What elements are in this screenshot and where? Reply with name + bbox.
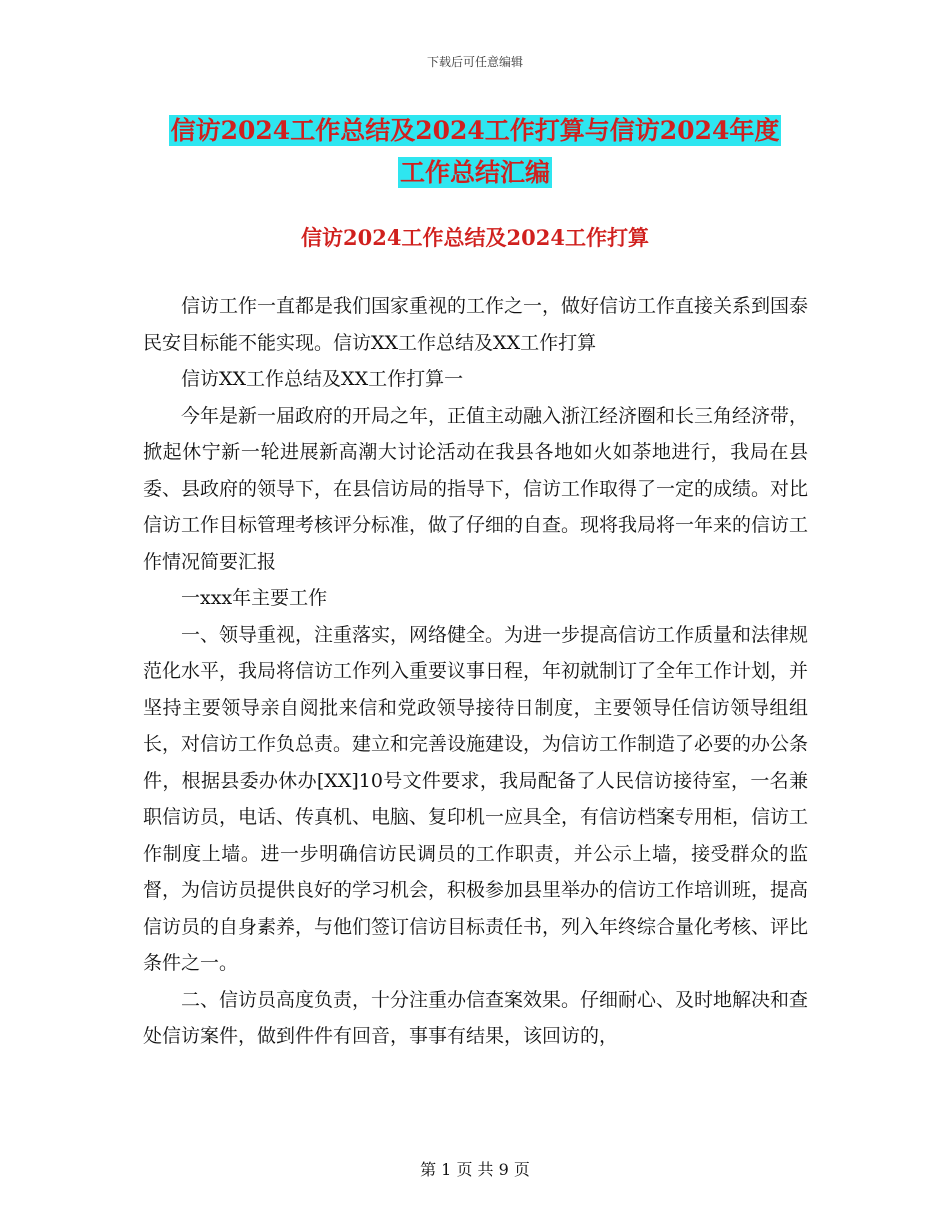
paragraph: 二、信访员高度负责，十分注重办信查案效果。仔细耐心、及时地解决和查处信访案件，做到件件有回音，事事有结果，该回访的， <box>143 988 809 1047</box>
paragraph: 一xxx年主要工作 <box>181 587 328 609</box>
document-title <box>0 110 950 194</box>
paragraph: 信访XX工作总结及XX工作打算一 <box>181 368 464 390</box>
title-line-1: 信访2024工作总结及2024工作打算与信访2024年度 <box>170 116 780 145</box>
page-footer: 第 1 页 共 9 页 <box>420 1160 530 1179</box>
paragraph: 信访工作一直都是我们国家重视的工作之一，做好信访工作直接关系到国泰民安目标能不能实现。信访XX工作总结及XX工作打算 <box>143 295 809 354</box>
paragraph: 今年是新一届政府的开局之年，正值主动融入浙江经济圈和长三角经济带，掀起休宁新一轮进展新高潮大讨论活动在我县各地如火如荼地进行，我局在县委、县政府的领导下，在县信访局的指导下，信访工作取得了一定的成绩。对比信访工作目标管理考核评分标准，做了仔细的自查。现将我局将一年来的信访工作情况简要汇报 <box>143 404 809 573</box>
section-title: 信访2024工作总结及2024工作打算 <box>301 225 649 250</box>
document-body <box>143 288 808 1055</box>
page-header: 下载后可任意编辑 <box>426 55 523 69</box>
title-line-2: 工作总结汇编 <box>399 158 550 187</box>
paragraph: 一、领导重视，注重落实，网络健全。为进一步提高信访工作质量和法律规范化水平，我局将信访工作列入重要议事日程，年初就制订了全年工作计划，并坚持主要领导亲自阅批来信和党政领导接待日制度，主要领导任信访领导组组长，对信访工作负总责。建立和完善设施建设，为信访工作制造了必要的办公条件，根据县委办休办[XX]10号文件要求，我局配备了人民信访接待室，一名兼职信访员，电话、传真机、电脑、复印机一应具全，有信访档案专用柜，信访工作制度上墙。进一步明确信访民调员的工作职责，并公示上墙，接受群众的监督，为信访员提供良好的学习机会，积极参加县里举办的信访工作培训班，提高信访员的自身素养，与他们签订信访目标责任书，列入年终综合量化考核、评比条件之一。 <box>143 623 809 974</box>
